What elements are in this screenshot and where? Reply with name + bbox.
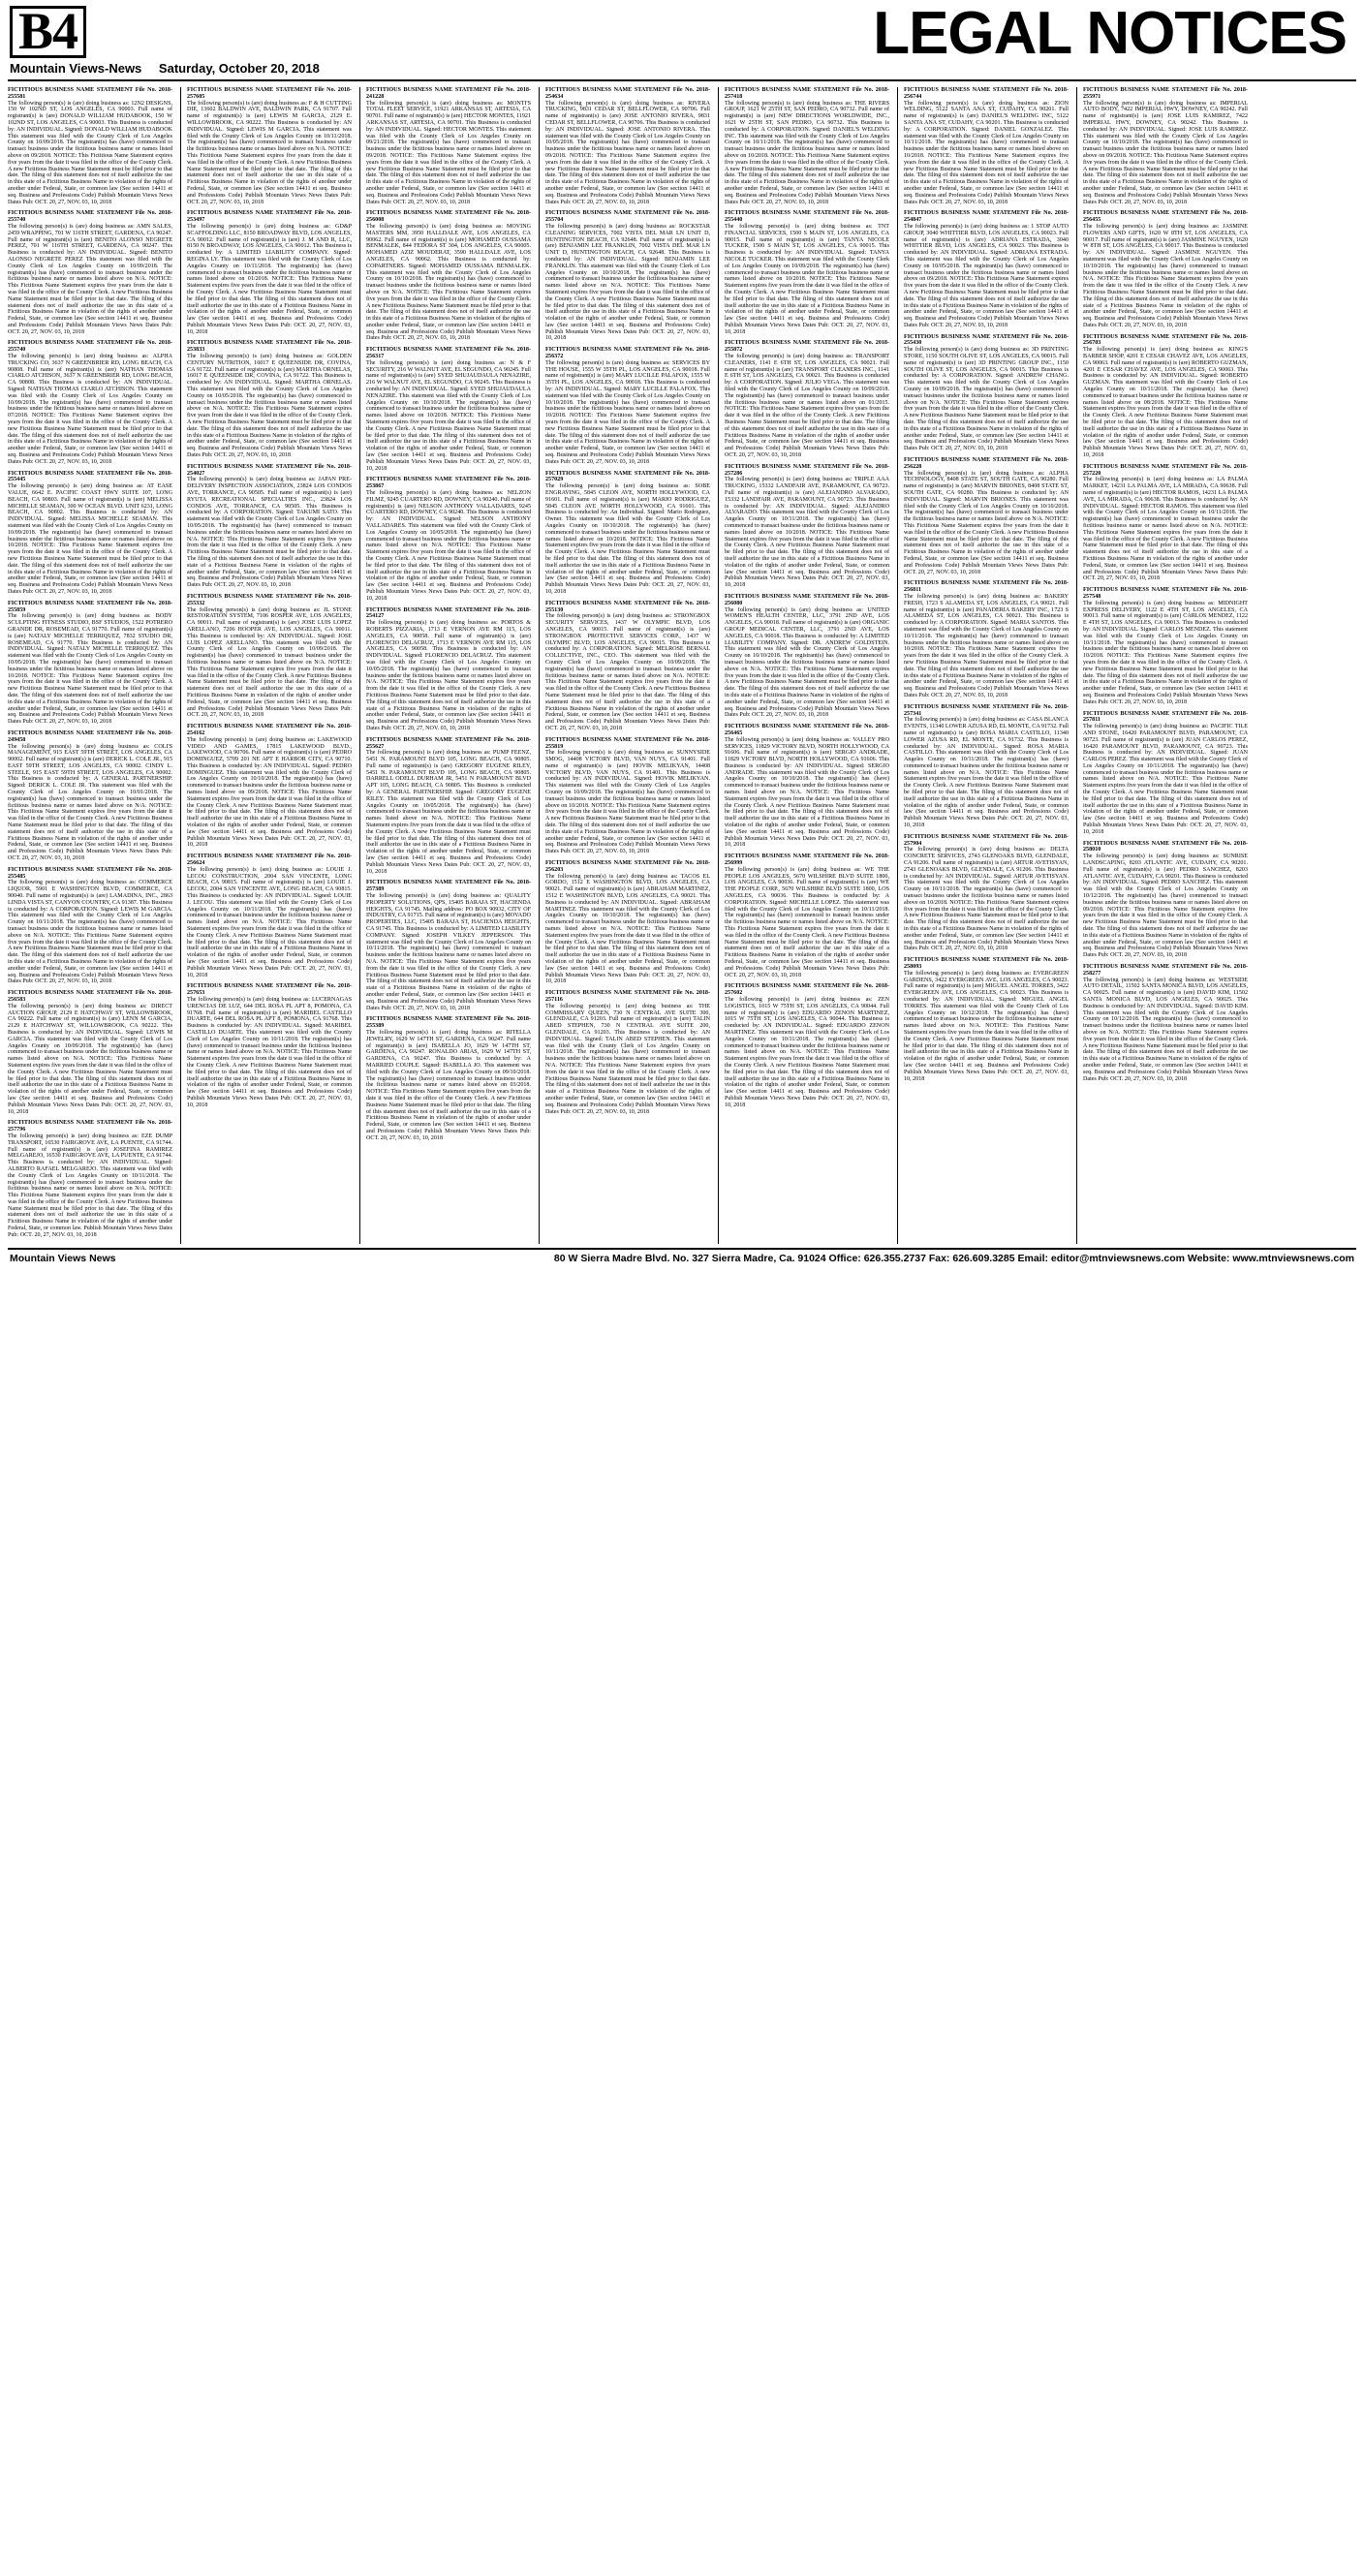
notice-body: The following person(s) is (are) doing business as: VALLEY PRO SERVICES, 11829 VICTORY BLVD, NORTH HOLLYWOOD, CA 91606. Full name of registrant(s) is (are) SERGIO ANDRADE, 11829 VICTORY BLVD, NORTH HOLLYWOOD, CA 91606. This Business is conducted by: AN INDIVIDUAL. Signed: SERGIO ANDRADE. This statement was filed with the County Clerk of Los Angeles County on 10/10/2018. The registrant(s) has (have) commenced to transact business under the fictitious business name or names listed above on N/A. NOTICE: This Fictitious Name Statement expires five years from the date it was filed in the office of the County Clerk. A new Fictitious Business Name Statement must be filed prior to that date. The filing of this statement does not of itself authorize the use in this state of a Fictitious Business Name in violation of the rights of another under Federal, State, or common law (See section 14411 et seq. Business and Professions Code) Publish Mountain Views News Dates Pub: OCT. 20, 27, NOV. 03, 10, 2018 [725, 736, 889, 849]
notice-heading: FICTITIOUS BUSINESS NAME STATEMENT File No. 2018-256811 [904, 580, 1069, 594]
legal-notice [904, 334, 1069, 452]
notice-heading: FICTITIOUS BUSINESS NAME STATEMENT File No. 2018-258010 [1083, 840, 1248, 853]
column-3 [359, 87, 531, 1244]
notice-body: The following person(s) is (are) doing business as: ROCKSTAR CLEANING SERVICES, 7002 VISTA DEL MAR LN UNIT D, HUNTINGTON BEACH, CA 92648. Full name of registrant(s) is (are) BENJAMIN LEE FRANKLIN, 7002 VISTA DEL MAR LN UNIT D, HUNTINGTON BEACH, CA 92648. This Business is conducted by: AN INDIVIDUAL. Signed: BENJAMIN LEE FRANKLIN. This statement was filed with the County Clerk of Los Angeles County on 10/10/2018. The registrant(s) has (have) commenced to transact business under the fictitious business name or names listed above on N/A. NOTICE: This Fictitious Name Statement expires five years from the date it was filed in the office of the County Clerk. A new Fictitious Business Name Statement must be filed prior to that date. The filing of this statement does not of itself authorize the use in this state of a Fictitious Business Name in violation of the rights of another under Federal, State, or common law (See section 14411 et seq. Business and Professions Code) Publish Mountain Views News Dates Pub: OCT. 20, 27, NOV. 03, 10, 2018 [545, 223, 710, 342]
legal-notice [187, 594, 352, 719]
legal-notice [725, 87, 889, 205]
legal-notice [545, 601, 710, 732]
notice-heading: FICTITIOUS BUSINESS NAME STATEMENT File No. 2018-253867 [366, 477, 531, 490]
legal-notice [904, 704, 1069, 829]
notice-heading: FICTITIOUS BUSINESS NAME STATEMENT File No. 2018-255859 [8, 600, 172, 613]
legal-notice [8, 867, 172, 985]
notice-body: The following person(s) is (are) doing business as: ALPHA TRUCKING CO, 3637 N GREENBRIER RD, LONG BEACH, CA 90808. Full name of registrant(s) is (are) NATHAN THOMAS CIARLO ATCHISON, 3637 N GREENBRIER RD, LONG BEACH, CA 90808. This Business is conducted by: AN INDIVIDUAL. Signed: NATHAN THOMAS CIARLO ATCHISON. This statement was filed with the County Clerk of Los Angeles County on 10/09/2018. The registrant(s) has (have) commenced to transact business under the fictitious business name or names listed above on 07/2018. NOTICE: This Fictitious Name Statement expires five years from the date it was filed in the office of the County Clerk. A new Fictitious Business Name Statement must be filed prior to that date. The filing of this statement does not of itself authorize the use in this state of a Fictitious Business Name in violation of the rights of another under Federal, State, or common law (See section 14411 et seq. Business and Professions Code) Publish Mountain Views News Dates Pub: OCT. 20, 27, NOV. 03, 10, 2018 [8, 354, 172, 465]
legal-notice [8, 471, 172, 596]
legal-notice [1083, 87, 1248, 205]
notice-body: The following person(s) is (are) doing business as: JAPAN PRE-DELIVERY INSPECTION ASSOCIATION, 23824 LOS CONDOS AVE, TORRANCE, CA 90505. Full name of registrant(s) is (are) RYUTA RECREATIONAL SPECIALTIES INC., 23824 LOS CONDOS AVE, TORRANCE, CA 90505. This Business is conducted by: A CORPORATION. Signed: TAKUMI SATO. This statement was filed with the County Clerk of Los Angeles County on 10/05/2018. The registrant(s) has (have) commenced to transact business under the fictitious business name or names listed above on N/A. NOTICE: This Fictitious Name Statement expires five years from the date it was filed in the office of the County Clerk. A new Fictitious Business Name Statement must be filed prior to that date. The filing of this statement does not of itself authorize the use in this state of a Fictitious Business Name in violation of the rights of another under Federal, State, or common law (See section 14411 et seq. Business and Professions Code) Publish Mountain Views News Dates Pub: OCT. 20, 27, NOV. 03, 10, 2018 [187, 477, 352, 589]
notice-heading: FICTITIOUS BUSINESS NAME STATEMENT File No. 2018-257341 [904, 703, 1069, 717]
legal-notice [904, 87, 1069, 205]
notice-heading: FICTITIOUS BUSINESS NAME STATEMENT File No. 2018-257116 [545, 990, 710, 1003]
notice-heading: FICTITIOUS BUSINESS NAME STATEMENT File No. 2018-253497 [187, 210, 352, 224]
legal-notice [545, 347, 710, 465]
legal-notice [366, 347, 531, 472]
legal-notice [187, 983, 352, 1108]
footer-publication: Mountain Views News [10, 1252, 116, 1264]
page-footer [8, 1248, 1356, 1270]
notice-heading: FICTITIOUS BUSINESS NAME STATEMENT File No. 2018-257796 [8, 1120, 172, 1133]
notice-heading: FICTITIOUS BUSINESS NAME STATEMENT File No. 2018-255445 [8, 470, 172, 483]
page-number-badge: B4 [10, 6, 86, 58]
notice-body: The following person(s) is (are) doing business as: MOVING MASTERS MM, 3950 HALLDALE AVE, LOS ANGELES, CA 90062. Full name of registrant(s) is (are) MOHAMED OUSSAMA BENMALEK, 844 FEDORA ST 304, LOS ANGELES, CA 90005. MOHAMED AZIZ MOUDERAT, 3590 HALLDALE AVE, LOS ANGELES, CA 90062. This Business is conducted by: COPARTNERS. Signed: MOHAMED OUSSAMA BENMALEK. This statement was filed with the County Clerk of Los Angeles County on 10/10/2018. The registrant(s) has (have) commenced to transact business under the fictitious business name or names listed above on N/A. NOTICE: This Fictitious Name Statement expires five years from the date it was filed in the office of the County Clerk. A new Fictitious Business Name Statement must be filed prior to that date. The filing of this statement does not of itself authorize the use in this state of a Fictitious Business Name in violation of the rights of another under Federal, State, or common law (See section 14411 et seq. Business and Professions Code) Publish Mountain Views News Dates Pub: OCT. 20, 27, NOV. 03, 10, 2018 [366, 223, 531, 342]
notice-heading: FICTITIOUS BUSINESS NAME STATEMENT File No. 2018-255819 [545, 736, 710, 750]
legal-notice [187, 340, 352, 458]
notice-heading: FICTITIOUS BUSINESS NAME STATEMENT File No. 2018-254127 [366, 606, 531, 620]
legal-notice [187, 87, 352, 205]
notice-body: The following person(s) is (are) doing business as: LAKEWOOD VIDEO AND GAMES, 17815 LAKEWOOD BLVD., LAKEWOOD, CA 90706. Full name of registrant(s) is (are) PEDRO DOMINGUEZ, 5709 201 NE APT E HARBOR CITY, CA 90710. This Business is conducted by: AN INDIVIDUAL. Signed: PEDRO DOMINGUEZ. This statement was filed with the County Clerk of Los Angeles County on 10/10/2018. The registrant(s) has (have) commenced to transact business under the fictitious business name or names listed above on 09/2018. NOTICE: This Fictitious Name Statement expires five years from the date it was filed in the office of the County Clerk. A new Fictitious Business Name Statement must be filed prior to that date. The filing of this statement does not of itself authorize the use in this state of a Fictitious Business Name in violation of the rights of another under Federal, State, or common law (See section 14411 et seq. Business and Professions Code) Publish Mountain Views News Dates Pub: OCT. 20, 27, NOV. 03, 10, 2018 [187, 736, 352, 849]
notice-body: The following person(s) is (are) doing business as: QUALITY PROPERTY SOLUTIONS, QPS, 15405 BARAJA ST, HACIENDA HEIGHTS, CA 91745. Mailing address: PO BOX 90932, CITY OF INDUSTRY, CA 91715. Full name of registrant(s) is (are) MOVADO PROPERTIES, LLC, 15405 BARAJA ST, HACIENDA HEIGHTS, CA 91745. This Business is conducted by: A LIMITED LIABILITY COMPANY. Signed: JOSEPH VILKEY JEPPERSON. This statement was filed with the County Clerk of Los Angeles County on 10/11/2018. The registrant(s) has (have) commenced to transact business under the fictitious business name or names listed above on N/A. NOTICE: This Fictitious Name Statement expires five years from the date it was filed in the office of the County Clerk. A new Fictitious Business Name Statement must be filed prior to that date. The filing of this statement does not of itself authorize the use in this state of a Fictitious Business Name in violation of the rights of another under Federal, State, or common law (See section 14411 et seq. Business and Professions Code) Publish Mountain Views News Dates Pub: OCT. 20, 27, NOV. 03, 10, 2018 [366, 893, 531, 1011]
legal-notice [725, 853, 889, 978]
notice-body: The following person(s) is (are) doing business as: N & F SECURITY, 216 W WALNUT AVE, EL SEGUNDO, CA 90245. Full name of registrant(s) is (are) SYED SHUJAUDAULA NENAZIRE, 216 W WALNUT AVE, EL SEGUNDO, CA 90245. This Business is conducted by: AN INDIVIDUAL. Signed: SYED SHUJAUDAULA NENAZIRE. This statement was filed with the County Clerk of Los Angeles County on 10/10/2018. The registrant(s) has (have) commenced to transact business under the fictitious business name or names listed above on 10/2018. NOTICE: This Fictitious Name Statement expires five years from the date it was filed in the office of the County Clerk. A new Fictitious Business Name Statement must be filed prior to that date. The filing of this statement does not of itself authorize the use in this state of a Fictitious Business Name in violation of the rights of another under Federal, State, or common law (See section 14411 et seq. Business and Professions Code) Publish Mountain Views News Dates Pub: OCT. 20, 27, NOV. 03, 10, 2018 [366, 359, 531, 472]
legal-notice [366, 1016, 531, 1141]
notice-heading: FICTITIOUS BUSINESS NAME STATEMENT File No. 2018-255389 [366, 1016, 531, 1030]
notice-heading: FICTITIOUS BUSINESS NAME STATEMENT File No. 2018-256583 [8, 990, 172, 1003]
notice-heading: FICTITIOUS BUSINESS NAME STATEMENT File No. 2018-254847 [904, 210, 1069, 224]
notice-body: The following person(s) is (are) doing business as: EZE DUMP TRANSPORT, 16530 FAIRGROVE AVE, LA PUENTE, CA 91744. Full name of registrant(s) is (are) JOSEFINA RAMIREZ MELGAREJO, 16530 FAIRGROVE AVE, LA PUENTE, CA 91744. This Business is conducted by: AN INDIVIDUAL. Signed: ALBERTO RAFAEL MELGAREJO. This statement was filed with the County Clerk of Los Angeles County on 10/11/2018. The registrant(s) has (have) commenced to transact business under the fictitious business name or names listed above on N/A. NOTICE: This Fictitious Name Statement expires five years from the date it was filed in the office of the County Clerk. A new Fictitious Business Name Statement must be filed prior to that date. The filing of this statement does not of itself authorize the use in this state of a Fictitious Business Name in violation of the rights of another under Federal, State, or common law. Publish Mountain Views News Dates Pub: OCT. 20, 27, NOV. 03, 10, 2018 [8, 1133, 172, 1238]
legal-notice [8, 990, 172, 1115]
legal-notice [8, 340, 172, 465]
legal-notice [187, 853, 352, 978]
column-2 [180, 87, 352, 1244]
legal-notices-page [0, 0, 1364, 1270]
notice-body: The following person(s) is (are) doing business as: TRANSPORT CLEANERS, 1141 E 6TH ST, LOS ANGELES, CA 90021. Full name of registrant(s) is (are) TRANSPORT CLEANERS INC., 1141 E 6TH ST, LOS ANGELES, CA 90021. This Business is conducted by: A CORPORATION. Signed: JULIO VEGA. This statement was filed with the County Clerk of Los Angeles County on 10/09/2018. The registrant(s) has (have) commenced to transact business under the fictitious business name or names listed above on 01/2015. NOTICE: This Fictitious Name Statement expires five years from the date it was filed in the office of the County Clerk. A new Fictitious Business Name Statement must be filed prior to that date. The filing of this statement does not of itself authorize the use in this state of a Fictitious Business Name in violation of the rights of another under Federal, State, or common law (See section 14411 et seq. Business and Professions Code) Publish Mountain Views News Dates Pub: OCT. 20, 27, NOV. 03, 10, 2018 [725, 354, 889, 459]
notice-body: The following person(s) is (are) doing business as: NELZON FILMZ, 9245 CUARTERO RD, DOWNEY, CA 90240. Full name of registrant(s) is (are) NELSON ANTHONY VALLADARES, 9245 CUARTERO RD, DOWNEY, CA 90240. This Business is conducted by: AN INDIVIDUAL. Signed: NELSON ANTHONY VALLADARES. This statement was filed with the County Clerk of Los Angeles County on 10/05/2018. The registrant(s) has (have) commenced to transact business under the fictitious business name or names listed above on N/A. NOTICE: This Fictitious Name Statement expires five years from the date it was filed in the office of the County Clerk. A new Fictitious Business Name Statement must be filed prior to that date. The filing of this statement does not of itself authorize the use in this state of a Fictitious Business Name in violation of the rights of another under Federal, State, or common law (See section 14411 et seq. Business and Professions Code) Publish Mountain Views News Dates Pub: OCT. 20, 27, NOV. 03, 10, 2018 [366, 490, 531, 602]
notice-body: The following person(s) is (are) doing business as: MONTI'S TOTAL FLEET SERVICE, 11921 ARKANSAS ST, ARTESIA, CA 90701. Full name of registrant(s) is (are) HECTOR MONTES, 11921 ARKANSAS ST, ARTESIA, CA 90701. This Business is conducted by: AN INDIVIDUAL. Signed: HECTOR MONTES. This statement was filed with the County Clerk of Los Angeles County on 09/21/2018. The registrant(s) has (have) commenced to transact business under the fictitious business name or names listed above on 09/2018. NOTICE: This Fictitious Name Statement expires five years from the date it was filed in the office of the County Clerk. A new Fictitious Business Name Statement must be filed prior to that date. The filing of this statement does not of itself authorize the use in this state of a Fictitious Business Name in violation of the rights of another under Federal, State, or common law (See section 14411 et seq. Business and Professions Code) Publish Mountain Views News Dates Pub: OCT. 20, 27, NOV. 03, 10, 2018 [366, 100, 531, 205]
notice-body: The following person(s) is (are) doing business as: ALPHA TECHNOLOGY, 8408 STATE ST, SOUTH GATE, CA 90280. Full name of registrant(s) is (are) MARVIN BRIONES, 8408 STATE ST, SOUTH GATE, CA 90280. This Business is conducted by: AN INDIVIDUAL. Signed: MARVIN BRIONES. This statement was filed with the County Clerk of Los Angeles County on 10/10/2018. The registrant(s) has (have) commenced to transact business under the fictitious business name or names listed above on N/A. NOTICE: This Fictitious Name Statement expires five years from the date it was filed in the office of the County Clerk. A new Fictitious Business Name Statement must be filed prior to that date. The filing of this statement does not of itself authorize the use in this state of a Fictitious Business Name in violation of the rights of another under Federal, State, or common law (See section 14411 et seq. Business and Professions Code) Publish Mountain Views News Dates Pub: OCT. 20, 27, NOV. 03, 10, 2018 [904, 470, 1069, 575]
notice-body: The following person(s) is (are) doing business as: IMPERIAL AUTO BODY, 7422 IMPERIAL HWY, DOWNEY, CA 90242. Full name of registrant(s) is (are) JOSE LUIS RAMIREZ, 7422 IMPERIAL HWY, DOWNEY, CA 90242. This Business is conducted by: AN INDIVIDUAL. Signed: JOSE LUIS RAMIREZ. This statement was filed with the County Clerk of Los Angeles County on 10/10/2018. The registrant(s) has (have) commenced to transact business under the fictitious business name or names listed above on 09/2018. NOTICE: This Fictitious Name Statement expires five years from the date it was filed in the office of the County Clerk. A new Fictitious Business Name Statement must be filed prior to that date. The filing of this statement does not of itself authorize the use in this state of a Fictitious Business Name in violation of the rights of another under Federal, State, or common law (See section 14411 et seq. Business and Professions Code) Publish Mountain Views News Dates Pub: OCT. 20, 27, NOV. 03, 10, 2018 [1083, 100, 1248, 205]
notice-heading: FICTITIOUS BUSINESS NAME STATEMENT File No. 2018-256228 [904, 457, 1069, 470]
legal-notice [545, 990, 710, 1115]
notice-body: The following person(s) is (are) doing business as: COMMERCE LIQUOR, 5901 E WASHINGTON BLVD, COMMERCE, CA 90040. Full name of registrant(s) is (are) LAMADINA, INC., 2863 LINDA VISTA ST, CANYON COUNTRY, CA 91387. This Business is conducted by: A CORPORATION. Signed: LEWIS M GARCIA. This statement was filed with the County Clerk of Los Angeles County on 10/11/2018. The registrant(s) has (have) commenced to transact business under the fictitious business name or names listed above on N/A. NOTICE: This Fictitious Name Statement expires five years from the date it was filed in the office of the County Clerk. A new Fictitious Business Name Statement must be filed prior to that date. The filing of this statement does not of itself authorize the use in this state of a Fictitious Business Name in violation of the rights of another under Federal, State, or common law (See section 14411 et seq. Business and Professions Code) Publish Mountain Views News Dates Pub: OCT. 20, 27, NOV. 03, 10, 2018 [8, 880, 172, 985]
legal-notice [725, 724, 889, 849]
notice-heading: FICTITIOUS BUSINESS NAME STATEMENT File No. 2018-256455 [1083, 210, 1248, 224]
notice-body: The following person(s) is (are) doing business as: SUNRISE LANDSCAPING, 8203 ATLANTIC AVE, CUDAHY, CA 90201. Full name of registrant(s) is (are) PEDRO SANCHEZ, 8203 ATLANTIC AVE, CUDAHY, CA 90201. This Business is conducted by: AN INDIVIDUAL. Signed: PEDRO SANCHEZ. This statement was filed with the County Clerk of Los Angeles County on 10/12/2018. The registrant(s) has (have) commenced to transact business under the fictitious business name or names listed above on 09/2018. NOTICE: This Fictitious Name Statement expires five years from the date it was filed in the office of the County Clerk. A new Fictitious Business Name Statement must be filed prior to that date. The filing of this statement does not of itself authorize the use in this state of a Fictitious Business Name in violation of the rights of another under Federal, State, or common law (See section 14411 et seq. Business and Professions Code) Publish Mountain Views News Dates Pub: OCT. 20, 27, NOV. 03, 10, 2018 [1083, 853, 1248, 959]
column-7 [1076, 87, 1248, 1244]
legal-notice [725, 210, 889, 335]
legal-notice [1083, 964, 1248, 1082]
notice-heading: FICTITIOUS BUSINESS NAME STATEMENT File No. 2018-253833 [187, 340, 352, 354]
notice-heading: FICTITIOUS BUSINESS NAME STATEMENT File No. 2018-255581 [8, 87, 172, 100]
legal-notice [366, 880, 531, 1011]
notice-heading: FICTITIOUS BUSINESS NAME STATEMENT File No. 2018-257811 [1083, 710, 1248, 724]
notice-body: The following person(s) is (are) doing business as: TACOS EL GORDO, 1512 E WASHINGTON BLVD, LOS ANGELES, CA 90021. Full name of registrant(s) is (are) ABRAHAM MARTINEZ, 1512 E WASHINGTON BLVD, LOS ANGELES, CA 90021. This Business is conducted by: AN INDIVIDUAL. Signed: ABRAHAM MARTINEZ. This statement was filed with the County Clerk of Los Angeles County on 10/10/2018. The registrant(s) has (have) commenced to transact business under the fictitious business name or names listed above on N/A. NOTICE: This Fictitious Name Statement expires five years from the date it was filed in the office of the County Clerk. A new Fictitious Business Name Statement must be filed prior to that date. The filing of this statement does not of itself authorize the use in this state of a Fictitious Business Name in violation of the rights of another under Federal, State, or common law (See section 14411 et seq. Business and Professions Code) Publish Mountain Views News Dates Pub: OCT. 20, 27, NOV. 03, 10, 2018 [545, 873, 710, 985]
notice-body: The following person(s) is (are) doing business as: WE THE PEOPLE LOS ANGELES, 5670 WILSHIRE BLVD SUITE 1800, LOS ANGELES, CA 90036. Full name of registrant(s) is (are) WE THE PEOPLE CORP., 5670 WILSHIRE BLVD SUITE 1800, LOS ANGELES, CA 90036. This Business is conducted by: A CORPORATION. Signed: MICHELLE LOPEZ. This statement was filed with the County Clerk of Los Angeles County on 10/11/2018. The registrant(s) has (have) commenced to transact business under the fictitious business name or names listed above on N/A. NOTICE: This Fictitious Name Statement expires five years from the date it was filed in the office of the County Clerk. A new Fictitious Business Name Statement must be filed prior to that date. The filing of this statement does not of itself authorize the use in this state of a Fictitious Business Name in violation of the rights of another under Federal, State, or common law (See section 14411 et seq. Business and Professions Code) Publish Mountain Views News Dates Pub: OCT. 20, 27, NOV. 03, 10, 2018 [725, 866, 889, 978]
notice-heading: FICTITIOUS BUSINESS NAME STATEMENT File No. 2018-256703 [1083, 333, 1248, 347]
section-title: LEGAL NOTICES [873, 0, 1347, 67]
legal-notice [8, 210, 172, 335]
notice-heading: FICTITIOUS BUSINESS NAME STATEMENT File No. 2018-249458 [8, 729, 172, 743]
notice-heading: FICTITIOUS BUSINESS NAME STATEMENT File No. 2018-257286 [725, 463, 889, 477]
legal-notice [366, 87, 531, 205]
legal-notice [187, 210, 352, 335]
notice-body: The following person(s) is (are) doing business as: TRIPLE AAA TRUCKING, 15332 LANDFAIR AVE, PARAMOUNT, CA 90723. Full name of registrant(s) is (are) ALEJANDRO ALVARADO, 15332 LANDFAIR AVE, PARAMOUNT, CA 90723. This Business is conducted by: AN INDIVIDUAL. Signed: ALEJANDRO ALVARADO. This statement was filed with the County Clerk of Los Angeles County on 10/11/2018. The registrant(s) has (have) commenced to transact business under the fictitious business name or names listed above on 10/2018. NOTICE: This Fictitious Name Statement expires five years from the date it was filed in the office of the County Clerk. A new Fictitious Business Name Statement must be filed prior to that date. The filing of this statement does not of itself authorize the use in this state of a Fictitious Business Name in violation of the rights of another under Federal, State, or common law (See section 14411 et seq. Business and Professions Code) Publish Mountain Views News Dates Pub: OCT. 20, 27, NOV. 03, 10, 2018 [725, 477, 889, 589]
notice-heading: FICTITIOUS BUSINESS NAME STATEMENT File No. 2018-255872 [725, 340, 889, 354]
legal-notice [545, 210, 710, 342]
notice-heading: FICTITIOUS BUSINESS NAME STATEMENT File No. 2018-256999 [725, 853, 889, 867]
column-1 [8, 87, 172, 1244]
notice-body: The following person(s) is (are) doing business as: STRONGBOX SECURITY SERVICES, 1437 W OLYMPIC BLVD, LOS ANGELES, CA 90015. Full name of registrant(s) is (are) STRONGBOX PROTECTIVE SERVICES CORP., 1437 W OLYMPIC BLVD, LOS ANGELES, CA 90015. This Business is conducted by: A CORPORATION. Signed: MELROSE BERNAL COLLECTIVE, INC., CEO. This statement was filed with the County Clerk of Los Angeles County on 10/09/2018. The registrant(s) has (have) commenced to transact business under the fictitious business name or names listed above on N/A. NOTICE: This Fictitious Name Statement expires five years from the date it was filed in the office of the County Clerk. A new Fictitious Business Name Statement must be filed prior to that date. The filing of this statement does not of itself authorize the use in this state of a Fictitious Business Name in violation of the rights of another under Federal, State, or common law (See section 14411 et seq. Business and Professions Code) Publish Mountain Views News Dates Pub: OCT. 20, 27, NOV. 03, 10, 2018 [545, 613, 710, 731]
notice-heading: FICTITIOUS BUSINESS NAME STATEMENT File No. 2018-255704 [545, 210, 710, 224]
publication-date: Saturday, October 20, 2018 [158, 61, 320, 76]
legal-notice [1083, 464, 1248, 582]
notice-body: The following person(s) is (are) doing business as: DIRECT AUCTION GROUP, 2129 E HATCHWAY ST, WILLOWBROOK, CA 90222. Full name of registrant(s) is (are) LENN M GARCIA, 2129 E HATCHWAY ST, WILLOWBROOK, CA 90222. This Business is conducted by: AN INDIVIDUAL. Signed: LEWIS M GARCIA. This statement was filed with the County Clerk of Los Angeles County on 10/09/2018. The registrant(s) has (have) commenced to transact business under the fictitious business name or names listed above on N/A. NOTICE: This Fictitious Name Statement expires five years from the date it was filed in the office of the County Clerk. A new Fictitious Business Name Statement must be filed prior to that date. The filing of this statement does not of itself authorize the use in this state of a Fictitious Business Name in violation of the rights of another under Federal, State, or common law (See section 14411 et seq. Business and Professions Code) Publish Mountain Views News Dates Pub: OCT. 20, 27, NOV. 03, 10, 2018 [8, 1003, 172, 1115]
notice-body: The following person(s) is (are) doing business as: GOLDEN CENTURY NUTRITION, 16017 E QUEENSIDE DR, COVINA, CA 91722. Full name of registrant(s) is (are) MARTHA ORNELAS, 16017 E QUEENSIDE DR, COVINA, CA 91722. This Business is conducted by: AN INDIVIDUAL. Signed: MARTHA ORNELAS. This statement was filed with the County Clerk of Los Angeles County on 10/05/2018. The registrant(s) has (have) commenced to transact business under the fictitious business name or names listed above on N/A. NOTICE: This Fictitious Name Statement expires five years from the date it was filed in the office of the County Clerk. A new Fictitious Business Name Statement must be filed prior to that date. The filing of this statement does not of itself authorize the use in this state of a Fictitious Business Name in violation of the rights of another under Federal, State, or common law (See section 14411 et seq. Business and Professions Code) Publish Mountain Views News Dates Pub: OCT. 20, 27, NOV. 03, 10, 2018 [187, 354, 352, 459]
notice-body: The following person(s) is (are) doing business as: MIDNIGHT EXPRESS DELIVERY, 1122 E 4TH ST, LOS ANGELES, CA 90013. Full name of registrant(s) is (are) CARLOS MENDEZ, 1122 E 4TH ST, LOS ANGELES, CA 90013. This Business is conducted by: AN INDIVIDUAL. Signed: CARLOS MENDEZ. This statement was filed with the County Clerk of Los Angeles County on 10/11/2018. The registrant(s) has (have) commenced to transact business under the fictitious business name or names listed above on 10/2018. NOTICE: This Fictitious Name Statement expires five years from the date it was filed in the office of the County Clerk. A new Fictitious Business Name Statement must be filed prior to that date. The filing of this statement does not of itself authorize the use in this state of a Fictitious Business Name in violation of the rights of another under Federal, State, or common law (See section 14411 et seq. Business and Professions Code) Publish Mountain Views News Dates Pub: OCT. 20, 27, NOV. 03, 10, 2018 [1083, 600, 1248, 705]
legal-notice [187, 464, 352, 589]
notice-heading: FICTITIOUS BUSINESS NAME STATEMENT File No. 2018-255332 [187, 593, 352, 606]
legal-notice [366, 477, 531, 602]
column-4 [539, 87, 710, 1244]
legal-notice [904, 210, 1069, 328]
notice-body: The following person(s) is (are) doing business as: LA PALMA MARKET, 14231 LA PALMA AVE, LA MIRADA, CA 90638. Full name of registrant(s) is (are) HECTOR RAMOS, 14231 LA PALMA AVE, LA MIRADA, CA 90638. This Business is conducted by: AN INDIVIDUAL. Signed: HECTOR RAMOS. This statement was filed with the County Clerk of Los Angeles County on 10/11/2018. The registrant(s) has (have) commenced to transact business under the fictitious business name or names listed above on N/A. NOTICE: This Fictitious Name Statement expires five years from the date it was filed in the office of the County Clerk. A new Fictitious Business Name Statement must be filed prior to that date. The filing of this statement does not of itself authorize the use in this state of a Fictitious Business Name in violation of the rights of another under Federal, State, or common law (See section 14411 et seq. Business and Professions Code) Publish Mountain Views News Dates Pub: OCT. 20, 27, NOV. 03, 10, 2018 [1083, 477, 1248, 582]
notice-heading: FICTITIOUS BUSINESS NAME STATEMENT File No. 2018-255740 [8, 210, 172, 224]
legal-notice [1083, 841, 1248, 959]
notice-heading: FICTITIOUS BUSINESS NAME STATEMENT File No. 2018-257029 [545, 470, 710, 483]
notice-heading: FICTITIOUS BUSINESS NAME STATEMENT File No. 2018-255485 [8, 866, 172, 880]
notice-body: The following person(s) is (are) doing business as: THE COMMISSARY QUEEN, 730 N CENTRAL AVE SUITE 300, GLENDALE, CA 91203. Full name of registrant(s) is (are) TALIN ABED STEPHEN, 730 N CENTRAL AVE SUITE 200, GLENDALE, CA 91203. This Business is conducted by: AN INDIVIDUAL. Signed: TALIN ABED STEPHEN. This statement was filed with the County Clerk of Los Angeles County on 10/11/2018. The registrant(s) has (have) commenced to transact business under the fictitious business name or names listed above on N/A. NOTICE: This Fictitious Name Statement expires five years from the date it was filed in the office of the County Clerk. A new Fictitious Business Name Statement must be filed prior to that date. The filing of this statement does not of itself authorize the use in this state of a Fictitious Business Name in violation of the rights of another under Federal, State, or common law (See section 14411 et seq. Business and Professions Code) Publish Mountain Views News Dates Pub: OCT. 20, 27, NOV. 03, 10, 2018 [545, 1003, 710, 1115]
notice-body: The following person(s) is (are) doing business as: UNITED WOMEN'S HEALTH CENTER, LLC, 3791 2ND AVE, LOS ANGELES, CA 90018. Full name of registrant(s) is (are) ORGANIC GROUP MEDICAL CENTER, LLC, 3791 2ND AVE, LOS ANGELES, CA 90018. This Business is conducted by: A LIMITED LIABILITY COMPANY. Signed: DR. ANDREW GOLDSTEIN. This statement was filed with the County Clerk of Los Angeles County on 10/10/2018. The registrant(s) has (have) commenced to transact business under the fictitious business name or names listed above on N/A. NOTICE: This Fictitious Name Statement expires five years from the date it was filed in the office of the County Clerk. A new Fictitious Business Name Statement must be filed prior to that date. The filing of this statement does not of itself authorize the use in this state of a Fictitious Business Name in violation of the rights of another under Federal, State, or common law (See section 14411 et seq. Business and Professions Code) Publish Mountain Views News Dates Pub: OCT. 20, 27, NOV. 03, 10, 2018 [725, 606, 889, 719]
masthead-publication-line [10, 61, 320, 76]
notice-heading: FICTITIOUS BUSINESS NAME STATEMENT File No. 2018-241228 [366, 87, 531, 100]
notice-body: The following person(s) is (are) doing business as: DELTA CONCRETE SERVICES, 2743 GLENOAKS BLVD, GLENDALE, CA 91206. Full name of registrant(s) is (are) ARTUR AVETISYAN, 2743 GLENOAKS BLVD, GLENDALE, CA 91206. This Business is conducted by: AN INDIVIDUAL. Signed: ARTUR AVETISYAN. This statement was filed with the County Clerk of Los Angeles County on 10/11/2018. The registrant(s) has (have) commenced to transact business under the fictitious business name or names listed above on 10/2018. NOTICE: This Fictitious Name Statement expires five years from the date it was filed in the office of the County Clerk. A new Fictitious Business Name Statement must be filed prior to that date. The filing of this statement does not of itself authorize the use in this state of a Fictitious Business Name in violation of the rights of another under Federal, State, or common law (See section 14411 et seq. Business and Professions Code) Publish Mountain Views News Dates Pub: OCT. 20, 27, NOV. 03, 10, 2018 [904, 847, 1069, 952]
notice-body: The following person(s) is (are) doing business as: PUMP FEENZ, 5451 N. PARAMOUNT BLVD 105, LONG BEACH, CA 90805. Full name of registrant(s) is (are) GREGORY EUGENE RILEY, 5451 N. PARAMOUNT BLVD 105, LONG BEACH, CA 90805. DARRELL ODELL DURHAM JR, 5451 N PARAMOUNT BLVD APT 105, LONG BEACH, CA 90805. This Business is conducted by: A GENERAL PARTNERSHIP. Signed: GREGORY EUGENE RILEY. This statement was filed with the County Clerk of Los Angeles County on 10/05/2018. The registrant(s) has (have) commenced to transact business under the fictitious business name or names listed above on N/A. NOTICE: This Fictitious Name Statement expires five years from the date it was filed in the office of the County Clerk. A new Fictitious Business Name Statement must be filed prior to that date. The filing of this statement does not of itself authorize the use in this state of a Fictitious Business Name in violation of the rights of another under Federal, State, or common law (See section 14411 et seq. Business and Professions Code) Publish Mountain Views News Dates Pub: OCT. 20, 27, NOV. 03, 10, 2018 [366, 750, 531, 875]
legal-notice [1083, 210, 1248, 328]
legal-notice [545, 471, 710, 596]
notice-heading: FICTITIOUS BUSINESS NAME STATEMENT File No. 2018-254634 [545, 87, 710, 100]
notice-heading: FICTITIOUS BUSINESS NAME STATEMENT File No. 2018-256372 [545, 347, 710, 360]
legal-notice [725, 594, 889, 719]
notice-heading: FICTITIOUS BUSINESS NAME STATEMENT File No. 2018-257605 [187, 87, 352, 100]
notice-body: The following person(s) is (are) doing business as: LOUIE J. LECOU CONSTRUCTION, 2004 SAN VINCENTE, LONG BEACH, CA 90815. Full name of registrant(s) is (are) LOUIE J. LECOU, 2004 SAN VINCENTE AVE, LONG BEACH, CA 90815. This Business is conducted by: AN INDIVIDUAL. Signed: LOUIE J. LECOU. This statement was filed with the County Clerk of Los Angeles County on 10/11/2018. The registrant(s) has (have) commenced to transact business under the fictitious business name or names listed above on N/A. NOTICE: This Fictitious Name Statement expires five years from the date it was filed in the office of the County Clerk. A new Fictitious Business Name Statement must be filed prior to that date. The filing of this statement does not of itself authorize the use in this state of a Fictitious Business Name in violation of the rights of another under Federal, State, or common law (See section 14411 et seq. Business and Professions Code) Publish Mountain Views News Dates Pub: OCT. 20, 27, NOV. 03, 10, 2018 [187, 866, 352, 978]
notice-body: The following person(s) is (are) doing business as: BAKERY FRESH, 1723 S ALAMEDA ST, LOS ANGELES, CA 90021. Full name of registrant(s) is (are) PANADERIA BAKERY INC, 1723 S ALAMEDA ST, LOS ANGELES, CA 90021. This Business is conducted by: A CORPORATION. Signed: MARIA SANTOS. This statement was filed with the County Clerk of Los Angeles County on 10/11/2018. The registrant(s) has (have) commenced to transact business under the fictitious business name or names listed above on 10/2018. NOTICE: This Fictitious Name Statement expires five years from the date it was filed in the office of the County Clerk. A new Fictitious Business Name Statement must be filed prior to that date. The filing of this statement does not of itself authorize the use in this state of a Fictitious Business Name in violation of the rights of another under Federal, State, or common law (See section 14411 et seq. Business and Professions Code) Publish Mountain Views News Dates Pub: OCT. 20, 27, NOV. 03, 10, 2018 [904, 593, 1069, 698]
notice-heading: FICTITIOUS BUSINESS NAME STATEMENT File No. 2018-255130 [545, 600, 710, 613]
notice-body: The following person(s) is (are) doing business as: 1 STOP AUTO GROUP, 3040 WHITTIER BLVD, LOS ANGELES, CA 90023. Full name of registrant(s) is (are) ADRIANA ESTRADA, 3040 WHITTIER BLVD, LOS ANGELES, CA 90023. This Business is conducted by: AN INDIVIDUAL. Signed: ADRIANA ESTRADA. This statement was filed with the County Clerk of Los Angeles County on 10/05/2018. The registrant(s) has (have) commenced to transact business under the fictitious business name or names listed above on 09/2018. NOTICE: This Fictitious Name Statement expires five years from the date it was filed in the office of the County Clerk. A new Fictitious Business Name Statement must be filed prior to that date. The filing of this statement does not of itself authorize the use in this state of a Fictitious Business Name in violation of the rights of another under Federal, State, or common law (See section 14411 et seq. Business and Professions Code) Publish Mountain Views News Dates Pub: OCT. 20, 27, NOV. 03, 10, 2018 [904, 223, 1069, 328]
notice-body: The following person(s) is (are) doing business as: TNT FINANCIAL SERVICES, 1500 S MAIN ST, LOS ANGELES, CA 90015. Full name of registrant(s) is (are) TANYA NICOLE TUCKER, 1500 S MAIN ST, LOS ANGELES, CA 90015. This Business is conducted by: AN INDIVIDUAL. Signed: TANYA NICOLE TUCKER. This statement was filed with the County Clerk of Los Angeles County on 10/09/2018. The registrant(s) has (have) commenced to transact business under the fictitious business name or names listed above on 10/2018. NOTICE: This Fictitious Name Statement expires five years from the date it was filed in the office of the County Clerk. A new Fictitious Business Name Statement must be filed prior to that date. The filing of this statement does not of itself authorize the use in this state of a Fictitious Business Name in violation of the rights of another under Federal, State, or common law (See section 14411 et seq. Business and Professions Code) Publish Mountain Views News Dates Pub: OCT. 20, 27, NOV. 03, 10, 2018 [725, 223, 889, 335]
notice-body: The following person(s) is (are) doing business as: BODY SCULPTING FITNESS STUDIO, BSF STUDIOS, 1522 POTRERO GRANDE DR, ROSEMEAD, CA 91770. Full name of registrant(s) is (are) NATALY MICHELLE TERRIQUEZ, 7832 STUDIO DR, ROSEMEAD, CA 91770. This Business is conducted by: AN INDIVIDUAL. Signed: NATALY MICHELLE TERRIQUEZ. This statement was filed with the County Clerk of Los Angeles County on 10/05/2018. The registrant(s) has (have) commenced to transact business under the fictitious business name or names listed above on 10/2018. NOTICE: This Fictitious Name Statement expires five years from the date it was filed in the office of the County Clerk. A new Fictitious Business Name Statement must be filed prior to that date. The filing of this statement does not of itself authorize the use in this state of a Fictitious Business Name in violation of the rights of another under Federal, State, or common law (See section 14411 et seq. Business and Professions Code) Publish Mountain Views News Dates Pub: OCT. 20, 27, NOV. 03, 10, 2018 [8, 613, 172, 726]
legal-notice [545, 87, 710, 205]
legal-notice [187, 724, 352, 849]
notice-heading: FICTITIOUS BUSINESS NAME STATEMENT File No. 2018-257418 [725, 87, 889, 100]
legal-notice [725, 464, 889, 589]
notice-body: The following person(s) is (are) doing business as: RITELLA JEWELRY, 1629 W 147TH ST, GARDENA, CA 90247. Full name of registrant(s) is (are) ISABELLA JO, 1629 W 147TH ST, GARDENA, CA 90247. RONALDO ARIAS, 1629 W 147TH ST, GARDENA, CA 90247. This Business is conducted by: A MARRIED COUPLE. Signed: ISABELLA JO. This statement was filed with the County Clerk of Los Angeles County on 09/10/2018. The registrant(s) has (have) commenced to transact business under the fictitious business name or names listed above on 03/2018. NOTICE: This Fictitious Name Statement expires five years from the date it was filed in the office of the County Clerk. A new Fictitious Business Name Statement must be filed prior to that date. The filing of this statement does not of itself authorize the use in this state of a Fictitious Business Name in violation of the rights of another under Federal, State, or common law (See section 14411 et seq. Business and Professions Code) Publish Mountain Views News Dates Pub: OCT. 20, 27, NOV. 03, 10, 2018 [366, 1029, 531, 1141]
notice-heading: FICTITIOUS BUSINESS NAME STATEMENT File No. 2018-256465 [725, 724, 889, 736]
legal-notice [8, 601, 172, 726]
legal-notice [904, 957, 1069, 1082]
legal-notice [904, 834, 1069, 952]
notice-heading: FICTITIOUS BUSINESS NAME STATEMENT File No. 2018-256203 [545, 860, 710, 873]
publication-name: Mountain Views-News [10, 61, 142, 76]
notice-body: The following person(s) is (are) doing business as: WESTSIDE AUTO DETAIL, 11502 SANTA MONICA BLVD, LOS ANGELES, CA 90025. Full name of registrant(s) is (are) DAVID KIM, 11502 SANTA MONICA BLVD, LOS ANGELES, CA 90025. This Business is conducted by: AN INDIVIDUAL. Signed: DAVID KIM. This statement was filed with the County Clerk of Los Angeles County on 10/12/2018. The registrant(s) has (have) commenced to transact business under the fictitious business name or names listed above on N/A. NOTICE: This Fictitious Name Statement expires five years from the date it was filed in the office of the County Clerk. A new Fictitious Business Name Statement must be filed prior to that date. The filing of this statement does not of itself authorize the use in this state of a Fictitious Business Name in violation of the rights of another under Federal, State, or common law (See section 14411 et seq. Business and Professions Code) Publish Mountain Views News Dates Pub: OCT. 20, 27, NOV. 03, 10, 2018 [1083, 977, 1248, 1082]
notice-body: The following person(s) is (are) doing business as: JL STONE RESTORATION SYSTEM, 7106 ROSPER AVE, LOS ANGELES, CA 90011. Full name of registrant(s) is (are) JOSE LUIS LOPEZ ARELLANO, 7206 HOOPER AVE, LOS ANGELES, CA 90011. This Business is conducted by: AN INDIVIDUAL. Signed: JOSE LUIS LOPEZ ARELLANO. This statement was filed with the County Clerk of Los Angeles County on 10/09/2018. The registrant(s) has (have) commenced to transact business under the fictitious business name or names listed above on N/A. NOTICE: This Fictitious Name Statement expires five years from the date it was filed in the office of the County Clerk. A new Fictitious Business Name Statement must be filed prior to that date. The filing of this statement does not of itself authorize the use in this state of a Fictitious Business Name in violation of the rights of another under Federal, State, or common law (See section 14411 et seq. Business and Professions Code) Publish Mountain Views News Dates Pub: OCT. 20, 27, NOV. 03, 10, 2018 [187, 606, 352, 719]
legal-notice [545, 860, 710, 985]
legal-notice [545, 737, 710, 855]
notice-body: The following person(s) is (are) doing business as: PACIFIC TILE AND STONE, 16420 PARAMOUNT BLVD, PARAMOUNT, CA 90723. Full name of registrant(s) is (are) JUAN CARLOS PEREZ, 16420 PARAMOUNT BLVD, PARAMOUNT, CA 90723. This Business is conducted by: AN INDIVIDUAL. Signed: JUAN CARLOS PEREZ. This statement was filed with the County Clerk of Los Angeles County on 10/11/2018. The registrant(s) has (have) commenced to transact business under the fictitious business name or names listed above on N/A. NOTICE: This Fictitious Name Statement expires five years from the date it was filed in the office of the County Clerk. A new Fictitious Business Name Statement must be filed prior to that date. The filing of this statement does not of itself authorize the use in this state of a Fictitious Business Name in violation of the rights of another under Federal, State, or common law (See section 14411 et seq. Business and Professions Code) Publish Mountain Views News Dates Pub: OCT. 20, 27, NOV. 03, 10, 2018 [1083, 724, 1248, 835]
notice-heading: FICTITIOUS BUSINESS NAME STATEMENT File No. 2018-255430 [904, 333, 1069, 347]
notice-body: The following person(s) is (are) doing business as: EVERGREEN GARDENS, 3422 EVERGREEN AVE, LOS ANGELES, CA 90023. Full name of registrant(s) is (are) MIGUEL ANGEL TORRES, 3422 EVERGREEN AVE, LOS ANGELES, CA 90023. This Business is conducted by: AN INDIVIDUAL. Signed: MIGUEL ANGEL TORRES. This statement was filed with the County Clerk of Los Angeles County on 10/12/2018. The registrant(s) has (have) commenced to transact business under the fictitious business name or names listed above on N/A. NOTICE: This Fictitious Name Statement expires five years from the date it was filed in the office of the County Clerk. A new Fictitious Business Name Statement must be filed prior to that date. The filing of this statement does not of itself authorize the use in this state of a Fictitious Business Name in violation of the rights of another under Federal, State, or common law (See section 14411 et seq. Business and Professions Code) Publish Mountain Views News Dates Pub: OCT. 20, 27, NOV. 03, 10, 2018 [904, 970, 1069, 1082]
footer-contact: 80 W Sierra Madre Blvd. No. 327 Sierra Madre, Ca. 91024 Office: 626.355.2737 Fax: 626.609.3285 Email: editor@mtnviewsnews.com Website: www.mtnviewsnews.com [553, 1252, 1354, 1264]
legal-notice [904, 580, 1069, 698]
notice-body: The following person(s) is (are) doing business as: F & H CUTTING DIE, 13602 BALDWIN AVE, BALDWIN PARK, CA 91707. Full name of registrant(s) is (are) LEWIS M GARCIA, 2129 E. WILLOWBROOK, CA 90222. This Business is conducted by: AN INDIVIDUAL. Signed: LEWIS M GARCIA. This statement was filed with the County Clerk of Los Angeles County on 10/11/2018. The registrant(s) has (have) commenced to transact business under the fictitious business name or names listed above on N/A. NOTICE: This Fictitious Name Statement expires five years from the date it was filed in the office of the County Clerk. A new Fictitious Business Name Statement must be filed prior to that date. The filing of this statement does not of itself authorize the use in this state of a Fictitious Business Name in violation of the rights of another under Federal, State, or common law (See section 14411 et seq. Business and Professions Code) Publish Mountain Views News Dates Pub: OCT. 20, 27, NOV. 03, 10, 2018 [187, 100, 352, 205]
notice-body: The following person(s) is (are) doing business as: COLI'S MANAGEMENT, 915 EAST 59TH STREET, LOS ANGELES, CA 90002. Full name of registrant(s) is (are) DERICK L. COLE JR., 915 EAST 59TH STREET, LOS ANGELES, CA 90002. CINDY L. STEELE, 915 EAST 59TH STREET, LOS ANGELES, CA 90002. This Business is conducted by: A GENERAL PARTNERSHIP. Signed: DERICK L. COLE JR. This statement was filed with the County Clerk of Los Angeles County on 10/01/2018. The registrant(s) has (have) commenced to transact business under the fictitious business name or names listed above on N/A. NOTICE: This Fictitious Name Statement expires five years from the date it was filed in the office of the County Clerk. A new Fictitious Business Name Statement must be filed prior to that date. The filing of this statement does not of itself authorize the use in this state of a Fictitious Business Name in violation of the rights of another under Federal, State, or common law (See section 14411 et seq. Business and Professions Code) Publish Mountain Views News Dates Pub: OCT. 20, 27, NOV. 03, 10, 2018 [8, 743, 172, 862]
notice-body: The following person(s) is (are) doing business as: AT EASE VALUE, 6642 E. PACIFIC COAST HWY SUITE 107, LONG BEACH, CA 90803. Full name of registrant(s) is (are) MELISSA MICHELLE SEAMAN, 300 W OCEAN BLVD. UNIT 6231, LONG BEACH, CA 90802. This Business is conducted by: AN INDIVIDUAL. Signed: MELISSA MICHELLE SEAMAN. This statement was filed with the County Clerk of Los Angeles County on 10/09/2018. The registrant(s) has (have) commenced to transact business under the fictitious business name or names listed above on 10/2018. NOTICE: This Fictitious Name Statement expires five years from the date it was filed in the office of the County Clerk. A new Fictitious Business Name Statement must be filed prior to that date. The filing of this statement does not of itself authorize the use in this state of a Fictitious Business Name in violation of the rights of another under Federal, State, or common law (See section 14411 et seq. Business and Professions Code) Publish Mountain Views News Dates Pub: OCT. 20, 27, NOV. 03, 10, 2018 [8, 483, 172, 595]
legal-notice [725, 340, 889, 458]
notice-body: The following person(s) is (are) doing business as: SERVICES BY THE HOUSE, 1555 W 35TH PL, LOS ANGELES, CA 90018. Full name of registrant(s) is (are) MARY LUCILLE PALAFOX, 1555 W 35TH PL, LOS ANGELES, CA 90018. This Business is conducted by: AN INDIVIDUAL. Signed: MARY LUCILLE PALAFOX. This statement was filed with the County Clerk of Los Angeles County on 10/10/2018. The registrant(s) has (have) commenced to transact business under the fictitious business name or names listed above on 10/2018. NOTICE: This Fictitious Name Statement expires five years from the date it was filed in the office of the County Clerk. A new Fictitious Business Name Statement must be filed prior to that date. The filing of this statement does not of itself authorize the use in this state of a Fictitious Business Name in violation of the rights of another under Federal, State, or common law (See section 14411 et seq. Business and Professions Code) Publish Mountain Views News Dates Pub: OCT. 20, 27, NOV. 03, 10, 2018 [545, 359, 710, 465]
notice-body: The following person(s) is (are) doing business as: RIVERA TRUCKING, 9831 CEDAR ST, BELLFLOWER, CA 90706. Full name of registrant(s) is (are) JOSE ANTONIO RIVERA, 9831 CEDAR ST, BELLFLOWER, CA 90706. This Business is conducted by: AN INDIVIDUAL. Signed: JOSE ANTONIO RIVERA. This statement was filed with the County Clerk of Los Angeles County on 10/05/2018. The registrant(s) has (have) commenced to transact business under the fictitious business name or names listed above on 09/2018. NOTICE: This Fictitious Name Statement expires five years from the date it was filed in the office of the County Clerk. A new Fictitious Business Name Statement must be filed prior to that date. The filing of this statement does not of itself authorize the use in this state of a Fictitious Business Name in violation of the rights of another under Federal, State, or common law (See section 14411 et seq. Business and Professions Code) Publish Mountain Views News Dates Pub: OCT. 20, 27, NOV. 03, 10, 2018 [545, 100, 710, 205]
notice-heading: FICTITIOUS BUSINESS NAME STATEMENT File No. 2018-258277 [1083, 964, 1248, 977]
legal-notice [366, 737, 531, 876]
notice-heading: FICTITIOUS BUSINESS NAME STATEMENT File No. 2018-255627 [366, 736, 531, 750]
notice-heading: FICTITIOUS BUSINESS NAME STATEMENT File No. 2018-258093 [904, 957, 1069, 970]
legal-notice [8, 1120, 172, 1238]
notice-heading: FICTITIOUS BUSINESS NAME STATEMENT File No. 2018-254027 [187, 463, 352, 477]
column-6 [897, 87, 1069, 1244]
legal-notice [366, 607, 531, 732]
legal-notice [904, 457, 1069, 575]
notice-heading: FICTITIOUS BUSINESS NAME STATEMENT File No. 2018-254162 [187, 724, 352, 736]
notice-heading: FICTITIOUS BUSINESS NAME STATEMENT File No. 2018-256624 [187, 853, 352, 867]
notice-heading: FICTITIOUS BUSINESS NAME STATEMENT File No. 2018-257389 [366, 880, 531, 893]
notice-body: The following person(s) is (are) doing business as: GD&P SCAFFOLDING LLC, 8150 BROADWAY BLVD, LOS ANGELES, CA 90012. Full name of registrant(s) is (are) J. M AND R, LLC, 8150 N BROADWAY, LOS ANGELES, CA 90012. This Business is conducted by: A LIMITED LIABILITY COMPANY. Signed: REGINA LY. This statement was filed with the County Clerk of Los Angeles County on 10/11/2018. The registrant(s) has (have) commenced to transact business under the fictitious business name or names listed above on 01/2018. NOTICE: This Fictitious Name Statement expires five years from the date it was filed in the office of the County Clerk. A new Fictitious Business Name Statement must be filed prior to that date. The filing of this statement does not of itself authorize the use in this state of a Fictitious Business Name in violation of the rights of another under Federal, State, or common law (See section 14411 et seq. Business and Professions Code) Publish Mountain Views News Dates Pub: OCT. 20, 27, NOV. 03, 10, 2018 [187, 223, 352, 335]
notice-body: The following person(s) is (are) doing business as: CASA BLANCA EVENTS, 11340 LOWER AZUSA RD, EL MONTE, CA 91732. Full name of registrant(s) is (are) ROSA MARIA CASTILLO, 11340 LOWER AZUSA RD, EL MONTE, CA 91732. This Business is conducted by: AN INDIVIDUAL. Signed: ROSA MARIA CASTILLO. This statement was filed with the County Clerk of Los Angeles County on 10/11/2018. The registrant(s) has (have) commenced to transact business under the fictitious business name or names listed above on N/A. NOTICE: This Fictitious Name Statement expires five years from the date it was filed in the office of the County Clerk. A new Fictitious Business Name Statement must be filed prior to that date. The filing of this statement does not of itself authorize the use in this state of a Fictitious Business Name in violation of the rights of another under Federal, State, or common law (See section 14411 et seq. Business and Professions Code) Publish Mountain Views News Dates Pub: OCT. 20, 27, NOV. 03, 10, 2018 [904, 717, 1070, 829]
notice-heading: FICTITIOUS BUSINESS NAME STATEMENT File No. 2018-257220 [1083, 463, 1248, 477]
notice-heading: FICTITIOUS BUSINESS NAME STATEMENT File No. 2018-257548 [1083, 587, 1248, 600]
legal-notice [8, 730, 172, 862]
legal-notice [725, 983, 889, 1108]
notice-body: The following person(s) is (are) doing business as: ZEN LOGISTICS, 1015 W 75TH ST, LOS ANGELES, CA 90044. Full name of registrant(s) is (are) EDUARDO ZENON MARTINEZ, 1015 W 75TH ST, LOS ANGELES, CA 90044. This Business is conducted by: AN INDIVIDUAL. Signed: EDUARDO ZENON MARTINEZ. This statement was filed with the County Clerk of Los Angeles County on 10/11/2018. The registrant(s) has (have) commenced to transact business under the fictitious business name or names listed above on N/A. NOTICE: This Fictitious Name Statement expires five years from the date it was filed in the office of the County Clerk. A new Fictitious Business Name Statement must be filed prior to that date. The filing of this statement does not of itself authorize the use in this state of a Fictitious Business Name in violation of the rights of another under Federal, State, or common law (See section 14411 et seq. Business and Professions Code) Publish Mountain Views News Dates Pub: OCT. 20, 27, NOV. 03, 10, 2018 [725, 996, 889, 1108]
legal-notice [8, 87, 172, 205]
notice-heading: FICTITIOUS BUSINESS NAME STATEMENT File No. 2018-257602 [725, 983, 889, 997]
notice-body: The following person(s) is (are) doing business as: SOBE ENGRAVING, 5845 CLEON AVE, NORTH HOLLYWOOD, CA 91601. Full name of registrant(s) is (are) MARIO RODRIGUEZ, 5845 CLEON AVE NORTH HOLLYWOOD, CA 91601. This Business is conducted by: An Individual. Signed: Mario Rodriguez, Owner. This statement was filed with the County Clerk of Los Angeles County on 10/10/2018. The registrant(s) has (have) commenced to transact business under the fictitious business name or names listed above on 10/2018. NOTICE: This Fictitious Name Statement expires five years from the date it was filed in the office of the County Clerk. A new Fictitious Business Name Statement must be filed prior to that date. The filing of this statement does not of itself authorize the use in this state of a Fictitious Business Name in violation of the rights of another under Federal, State, or common law (See section 14411 et seq. Business and Professions Code) Publish Mountain Views News Dates Pub: OCT. 20, 27, NOV. 03, 10, 2018 [545, 483, 710, 595]
notice-columns [0, 81, 1364, 1244]
legal-notice [1083, 711, 1248, 836]
notice-body: The following person(s) is (are) doing business as: ZION WELDING, 5122 SANTA ANA ST, CUDAHY, CA 90201. Full name of registrant(s) is (are) DANIEL'S WELDING INC, 5122 SANTA ANA ST, CUDAHY, CA 90201. This Business is conducted by: A CORPORATION. Signed: DANIEL GONZALEZ. This statement was filed with the County Clerk of Los Angeles County on 10/11/2018. The registrant(s) has (have) commenced to transact business under the fictitious business name or names listed above on 10/2018. NOTICE: This Fictitious Name Statement expires five years from the date it was filed in the office of the County Clerk. A new Fictitious Business Name Statement must be filed prior to that date. The filing of this statement does not of itself authorize the use in this state of a Fictitious Business Name in violation of the rights of another under Federal, State, or common law (See section 14411 et seq. Business and Professions Code) Publish Mountain Views News Dates Pub: OCT. 20, 27, NOV. 03, 10, 2018 [904, 100, 1069, 205]
notice-heading: FICTITIOUS BUSINESS NAME STATEMENT File No. 2018-255440 [725, 210, 889, 224]
notice-body: The following person(s) is (are) doing business as: LUCERNAGAS URENCIAS DE LUZ, 644 DEL ROSA PL APT 8, POMONA, CA 91768. Full name of registrant(s) is (are) MARIBEL CASTILLO DUARTE, 644 DEL ROSA PL APT 8, POMONA, CA 91768. This Business is conducted by: AN INDIVIDUAL. Signed: MARIBEL CASTILLO DUARTE. This statement was filed with the County Clerk of Los Angeles County on 10/11/2018. The registrant(s) has (have) commenced to transact business under the fictitious business name or names listed above on N/A. NOTICE: This Fictitious Name Statement expires five years from the date it was filed in the office of the County Clerk. A new Fictitious Business Name Statement must be filed prior to that date. The filing of this statement does not of itself authorize the use in this state of a Fictitious Business Name in violation of the rights of another under Federal, State, or common law (See section 14411 et seq. Business and Professions Code) Publish Mountain Views News Dates Pub: OCT. 20, 27, NOV. 03, 10, 2018 [187, 996, 352, 1108]
notice-body: The following person(s) is (are) doing business as: JASMINE FLOWERS AND GIFTS, 1620 W 8TH ST, LOS ANGELES, CA 90017. Full name of registrant(s) is (are) JASMINE NGUYEN, 1620 W 8TH ST, LOS ANGELES, CA 90017. This Business is conducted by: AN INDIVIDUAL. Signed: JASMINE NGUYEN. This statement was filed with the County Clerk of Los Angeles County on 10/10/2018. The registrant(s) has (have) commenced to transact business under the fictitious business name or names listed above on N/A. NOTICE: This Fictitious Name Statement expires five years from the date it was filed in the office of the County Clerk. A new Fictitious Business Name Statement must be filed prior to that date. The filing of this statement does not of itself authorize the use in this state of a Fictitious Business Name in violation of the rights of another under Federal, State, or common law (See section 14411 et seq. Business and Professions Code) Publish Mountain Views News Dates Pub: OCT. 20, 27, NOV. 03, 10, 2018 [1083, 223, 1248, 328]
notice-heading: FICTITIOUS BUSINESS NAME STATEMENT File No. 2018-256008 [366, 210, 531, 224]
notice-body: The following person(s) is (are) doing business as: 12N2 DESIGNS, 150 W 102ND ST, LOS ANGELES, CA 90003. Full name of registrant(s) is (are) DONALD WILLIAM HUDABOOK, 150 W 102ND ST, LOS ANGELES, CA 90003. This Business is conducted by: AN INDIVIDUAL. Signed: DONALD WILLIAM HUDABOOK This statement was filed with the County Clerk of Los Angeles County on 10/09/2018. The registrant(s) has (have) commenced to transact business under the fictitious business name or names listed above on 09/2018. NOTICE: This Fictitious Name Statement expires five years from the date it was filed in the office of the County Clerk. A new Fictitious Business Name Statement must be filed prior to that date. The filing of this statement does not of itself authorize the use in this state of a Fictitious Business Name in violation of the rights of another under Federal, State, or common law (See section 14411 et seq. Business and Professions Code) Publish Mountain Views News Dates Pub: OCT. 20, 27, NOV. 03, 10, 2018 [8, 100, 172, 205]
legal-notice [1083, 334, 1248, 459]
notice-body: The following person(s) is (are) doing business as: 3D PRINTING STORE, 1150 SOUTH OLIVE ST, LOS ANGELES, CA 90015. Full name of registrant(s) is (are) 3D PRINTING GROUP INC., 1150 SOUTH OLIVE ST, LOS ANGELES, CA 90015. This Business is conducted by: A CORPORATION. Signed: ANDREW CHANG. This statement was filed with the County Clerk of Los Angeles County on 10/09/2018. The registrant(s) has (have) commenced to transact business under the fictitious business name or names listed above on N/A. NOTICE: This Fictitious Name Statement expires five years from the date it was filed in the office of the County Clerk. A new Fictitious Business Name Statement must be filed prior to that date. The filing of this statement does not of itself authorize the use in this state of a Fictitious Business Name in violation of the rights of another under Federal, State, or common law (See section 14411 et seq. Business and Professions Code) Publish Mountain Views News Dates Pub: OCT. 20, 27, NOV. 03, 10, 2018 [904, 347, 1069, 452]
legal-notice [1083, 587, 1248, 705]
notice-body: The following person(s) is (are) doing business as: THE RIVERS GROUP, 1621 W 25TH ST, SAN PEDRO, CA 90732. Full name of registrant(s) is (are) NEW DIRECTIONS WORLDWIDE, INC., 1621 W 25TH ST, SAN PEDRO, CA 90732. This Business is conducted by: A CORPORATION. Signed: DANIEL'S WELDING INC. This statement was filed with the County Clerk of Los Angeles County on 10/11/2018. The registrant(s) has (have) commenced to transact business under the fictitious business name or names listed above on 10/2018. NOTICE: This Fictitious Name Statement expires five years from the date it was filed in the office of the County Clerk. A new Fictitious Business Name Statement must be filed prior to that date. The filing of this statement does not of itself authorize the use in this state of a Fictitious Business Name in violation of the rights of another under Federal, State, or common law (See section 14411 et seq. Business and Professions Code) Publish Mountain Views News Dates Pub: OCT. 20, 27, NOV. 03, 10, 2018 [725, 100, 889, 205]
notice-body: The following person(s) is (are) doing business as: SUNNYSIDE SMOG, 14408 VICTORY BLVD, VAN NUYS, CA 91401. Full name of registrant(s) is (are) HOVIK MELIKYAN, 14408 VICTORY BLVD, VAN NUYS, CA 91401. This Business is conducted by: AN INDIVIDUAL. Signed: HOVIK MELIKYAN. This statement was filed with the County Clerk of Los Angeles County on 10/09/2018. The registrant(s) has (have) commenced to transact business under the fictitious business name or names listed above on 10/2018. NOTICE: This Fictitious Name Statement expires five years from the date it was filed in the office of the County Clerk. A new Fictitious Business Name Statement must be filed prior to that date. The filing of this statement does not of itself authorize the use in this state of a Fictitious Business Name in violation of the rights of another under Federal, State, or common law (See section 14411 et seq. Business and Professions Code) Publish Mountain Views News Dates Pub: OCT. 20, 27, NOV. 03, 10, 2018 [545, 750, 710, 855]
notice-heading: FICTITIOUS BUSINESS NAME STATEMENT File No. 2018-256744 [904, 87, 1069, 100]
notice-heading: FICTITIOUS BUSINESS NAME STATEMENT File No. 2018-256317 [366, 347, 531, 360]
notice-body: The following person(s) is (are) doing business as: PORTOS & ROBERTS PIZZARIA, 1713 E VERNON AVE RM 115, LOS ANGELES, CA 90058. Full name of registrant(s) is (are) FLORENCIO DELACRUZ, 1713 E VERNON AVE RM 115, LOS ANGELES, CA 90058. This Business is conducted by: AN INDIVIDUAL. Signed: FLORENCIO DELACRUZ. This statement was filed with the County Clerk of Los Angeles County on 10/05/2018. The registrant(s) has (have) commenced to transact business under the fictitious business name or names listed above on N/A. NOTICE: This Fictitious Name Statement expires five years from the date it was filed in the office of the County Clerk. A new Fictitious Business Name Statement must be filed prior to that date. The filing of this statement does not of itself authorize the use in this state of a Fictitious Business Name in violation of the rights of another under Federal, State, or common law (See section 14411 et seq. Business and Professions Code) Publish Mountain Views News Dates Pub: OCT. 20, 27, NOV. 03, 10, 2018 [366, 620, 531, 731]
notice-heading: FICTITIOUS BUSINESS NAME STATEMENT File No. 2018-255971 [1083, 87, 1248, 100]
notice-heading: FICTITIOUS BUSINESS NAME STATEMENT File No. 2018-255740 [8, 340, 172, 354]
notice-body: The following person(s) is (are) doing business as: AMN SALES, 2459 WRAPPING, 701 W 116TH STREET, GARDENA, CA 90247. Full name of registrant(s) is (are) BENITO ALONSO NEGRETE PEREZ, 701 W 116TH STREET, GARDENA, CA 90247. This Business is conducted by: AN INDIVIDUAL. Signed: BENITO ALONSO NEGRETE PEREZ This statement was filed with the County Clerk of Los Angeles County on 10/09/2018. The registrant(s) has (have) commenced to transact business under the fictitious business name or names listed above on N/A. NOTICE: This Fictitious Name Statement expires five years from the date it was filed in the office of the County Clerk. A new Fictitious Business Name Statement must be filed prior to that date. The filing of this statement does not of itself authorize the use in this state of a Fictitious Business Name in violation of the rights of another under Federal, State, or common law (See section 14411 et seq. Business and Professions Code) Publish Mountain Views News Dates Pub: OCT. 20, 27, NOV. 03, 10, 2018 [8, 223, 172, 335]
masthead-left [10, 2, 320, 76]
notice-body: The following person(s) is (are) doing business as: KING'S BARBER SHOP, 4201 E CESAR CHAVEZ AVE, LOS ANGELES, CA 90063. Full name of registrant(s) is (are) ROBERTO GUZMAN, 4201 E CESAR CHAVEZ AVE, LOS ANGELES, CA 90063. This Business is conducted by: AN INDIVIDUAL. Signed: ROBERTO GUZMAN. This statement was filed with the County Clerk of Los Angeles County on 10/11/2018. The registrant(s) has (have) commenced to transact business under the fictitious business name or names listed above on 08/2018. NOTICE: This Fictitious Name Statement expires five years from the date it was filed in the office of the County Clerk. A new Fictitious Business Name Statement must be filed prior to that date. The filing of this statement does not of itself authorize the use in this state of a Fictitious Business Name in violation of the rights of another under Federal, State, or common law (See section 14411 et seq. Business and Professions Code) Publish Mountain Views News Dates Pub: OCT. 20, 27, NOV. 03, 10, 2018 [1083, 347, 1248, 459]
notice-heading: FICTITIOUS BUSINESS NAME STATEMENT File No. 2018-257653 [187, 983, 352, 997]
masthead [0, 0, 1364, 76]
column-5 [718, 87, 889, 1244]
legal-notice [366, 210, 531, 342]
notice-heading: FICTITIOUS BUSINESS NAME STATEMENT File No. 2018-256080 [725, 593, 889, 606]
notice-heading: FICTITIOUS BUSINESS NAME STATEMENT File No. 2018-257904 [904, 833, 1069, 847]
